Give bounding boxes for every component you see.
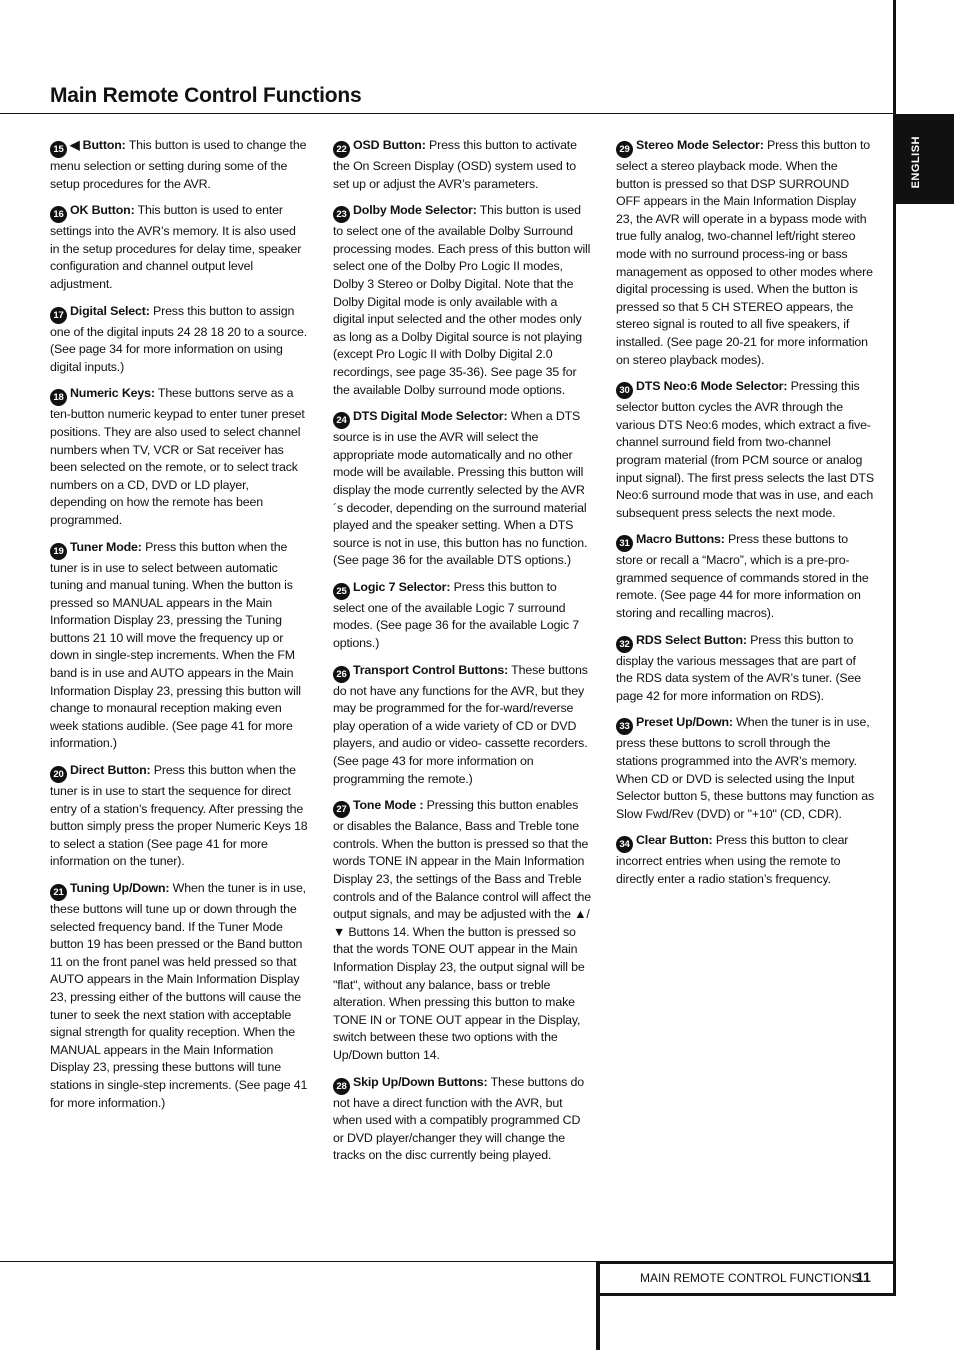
item-number-badge: 32 — [616, 636, 633, 653]
item-text: Press this button to activate the On Screen Display (OSD) system used to set up or adjust the AVR’s parameters. — [333, 138, 577, 191]
item-number-badge: 20 — [50, 766, 67, 783]
item-number-badge: 27 — [333, 801, 350, 818]
item-text: Press this button to assign one of the digital inputs 24 28 18 20 to a source. (See page 34 for more information on using digital inputs.) — [50, 303, 308, 374]
item-number-badge: 31 — [616, 535, 633, 552]
item-number-badge: 18 — [50, 389, 67, 406]
item-label: OK Button: — [70, 203, 135, 218]
item-label: Macro Buttons: — [636, 532, 725, 547]
item-number-badge: 15 — [50, 141, 67, 158]
title-rule — [0, 113, 896, 114]
item-number-badge: 33 — [616, 718, 633, 735]
item-number-badge: 21 — [50, 884, 67, 901]
item-text: Pressing this button enables or disables the Balance, Bass and Treble tone controls. When the button is pressed so that the words TONE IN appear in the Main Information Display 23, the settings of the Bass and Treble controls and of the Balance control will affect the output signals, and may be adjusted with the ▲/▼ Buttons 14. When the button is pressed so that the words TONE OUT appear in the Main Information Display 23, the output signal will be "flat", without any balance, bass or treble alteration. When pressing this button to make TONE IN or TONE OUT appear in the Display, switch between these two options with the Up/Down button 14. — [333, 798, 591, 1062]
item-text: When a DTS source is in use the AVR will select the appropriate mode automatically and no other mode will be available. Pressing this button will display the mode currently selected by the AVR´s decoder, depending on the surround material played and the speaker setting. When a DTS source is not in use, this button has no function. (See page 36 for the available DTS options.) — [333, 409, 588, 568]
item-text: This button is used to change the menu selection or setting during some of the setup procedures for the AVR. — [50, 138, 307, 191]
footer-left-bar — [596, 1296, 600, 1350]
item-22 — [333, 137, 591, 193]
item-label: Tuner Mode: — [70, 539, 142, 554]
item-label: Tuning Up/Down: — [70, 881, 170, 895]
language-tab-label: ENGLISH — [910, 136, 922, 189]
item-19 — [50, 539, 308, 754]
item-32 — [616, 632, 874, 706]
item-label: ◀ Button: — [70, 138, 126, 152]
item-34 — [616, 832, 874, 888]
item-text: These buttons do not have any functions for the AVR, but they may be programmed for the for-ward/reverse play operation of a wide variety of CD or DVD players, and audio or video- cassette recorders. (See page 43 for more information on programming the remote.) — [333, 662, 588, 786]
item-31 — [616, 531, 874, 622]
item-number-badge: 28 — [333, 1078, 350, 1095]
item-number-badge: 30 — [616, 382, 633, 399]
footer-section-label: MAIN REMOTE CONTROL FUNCTIONS — [640, 1271, 860, 1285]
item-number-badge: 23 — [333, 206, 350, 223]
item-16 — [50, 202, 308, 293]
item-text: This button is used to enter settings into the AVR’s memory. It is also used in the setup procedures for delay time, speaker configuration and channel output level adjustment. — [50, 203, 302, 291]
bottom-rule — [0, 1261, 596, 1262]
item-label: Direct Button: — [70, 763, 151, 778]
item-label: Preset Up/Down: — [636, 715, 733, 730]
item-21 — [50, 880, 308, 1112]
item-number-badge: 19 — [50, 543, 67, 560]
column-1 — [50, 137, 308, 1121]
item-label: Dolby Mode Selector: — [353, 203, 477, 218]
item-29 — [616, 137, 874, 369]
item-text: These buttons do not have a direct function with the AVR, but when used with a compatibly programmed CD or DVD player/changer they will change the tracks on the disc currently being played. — [333, 1074, 584, 1163]
column-2 — [333, 137, 591, 1174]
language-tab — [896, 114, 954, 204]
item-24 — [333, 408, 591, 570]
item-label: OSD Button: — [353, 138, 426, 152]
item-number-badge: 29 — [616, 141, 633, 158]
page-number: 11 — [856, 1269, 871, 1285]
item-17 — [50, 303, 308, 377]
item-15 — [50, 137, 308, 193]
item-25 — [333, 579, 591, 653]
item-text: Press this button when the tuner is in use to start the sequence for direct entry of a station’s frequency. After pressing the button simply press the proper Numeric Keys 18 to select a station (See page 41 for more information on the tuner). — [50, 763, 308, 869]
item-number-badge: 16 — [50, 206, 67, 223]
item-number-badge: 22 — [333, 141, 350, 158]
item-23 — [333, 202, 591, 399]
item-text: These buttons serve as a ten-button numeric keypad to enter tuner preset positions. They are also used to select channel numbers when TV, VCR or Sat receiver has been selected on the remote, or to select track numbers on a CD, DVD or LD player, depending on how the remote has been programmed. — [50, 386, 305, 527]
item-27 — [333, 797, 591, 1064]
item-label: Numeric Keys: — [70, 386, 155, 401]
item-28 — [333, 1074, 591, 1165]
item-label: Transport Control Buttons: — [353, 662, 509, 677]
item-20 — [50, 762, 308, 871]
item-text: Press this button to select one of the available Logic 7 surround modes. (See page 36 for the available Logic 7 options.) — [333, 579, 580, 651]
page-title: Main Remote Control Functions — [50, 84, 362, 107]
item-text: When the tuner is in use, press these buttons to scroll through the stations programmed into the AVR’s memory. When CD or DVD is selected using the Input Selector button 5, these buttons may function as Slow Fwd/Rev (DVD) or "+10" (CD, CDR). — [616, 715, 874, 821]
item-26 — [333, 662, 591, 789]
item-label: Stereo Mode Selector: — [636, 138, 764, 152]
item-text: When the tuner is in use, these buttons will tune up or down through the selected frequency band. If the Tuner Mode button 19 has been pressed or the Band button 11 on the front panel was held pressed so that AUTO appears in the Main Information Display 23, pressing either of the buttons will cause the tuner to seek the next station with acceptable signal strength for quality reception. When the MANUAL appears in the Main Information Display 23, pressing these buttons will tune stations in single-step increments. (See page 41 for more information.) — [50, 881, 308, 1110]
item-text: Pressing this selector button cycles the AVR through the various DTS Neo:6 modes, which extract a five-channel surround field from two-channel program material (from PCM source or analog input signal). The first press selects the last DTS Neo:6 surround mode that was in use, and each subsequent press selects the next mode. — [616, 379, 874, 520]
column-3 — [616, 137, 874, 898]
item-number-badge: 17 — [50, 307, 67, 324]
item-text: Press these buttons to store or recall a “Macro”, which is a pre-pro-grammed sequence of commands stored in the remote. (See page 44 for more information on storing and recalling macros). — [616, 532, 869, 621]
item-label: Digital Select: — [70, 303, 150, 318]
item-18 — [50, 385, 308, 529]
item-33 — [616, 714, 874, 823]
item-label: DTS Neo:6 Mode Selector: — [636, 379, 788, 394]
item-label: RDS Select Button: — [636, 632, 747, 647]
item-number-badge: 26 — [333, 666, 350, 683]
item-label: Clear Button: — [636, 833, 713, 848]
item-number-badge: 24 — [333, 412, 350, 429]
item-text: Press this button when the tuner is in use to select between automatic tuning and manual tuning. When the button is pressed so MANUAL appears in the Main Information Display 23, pressing the Tuning buttons 21 10 will move the frequency up or down in single-step increments. When the FM band is in use and AUTO appears in the Main Information Display 23, pressing this button will change to monaural reception making even week stations audible. (See page 41 for more information.) — [50, 539, 301, 751]
item-number-badge: 25 — [333, 583, 350, 600]
item-label: Logic 7 Selector: — [353, 579, 451, 594]
item-label: Tone Mode : — [353, 798, 424, 813]
item-label: Skip Up/Down Buttons: — [353, 1074, 488, 1089]
item-text: Press this button to select a stereo playback mode. When the button is pressed so that DSP SURROUND OFF appears in the Main Information Display 23, the AVR will operate in a bypass mode with true fully analog, two-channel left/right stereo mode with no surround process-ing or bass management as opposed to other modes where digital processing is used. When the button is pressed so that 5 CH STEREO appears, the stereo signal is routed to all five speakers, if installed. (See page 20-21 for more information on stereo playback modes). — [616, 138, 873, 367]
item-label: DTS Digital Mode Selector: — [353, 409, 508, 424]
item-text: This button is used to select one of the available Dolby Surround processing modes. Each press of this button will select one of the Dolby Pro Logic II modes, Dolby 3 Stereo or Dolby Digital. Note that the Dolby Digital mode is only available with a digital input selected and the other modes only as long as a Dolby Digital source is not playing (except Pro Logic II with Dolby Digital 2.0 recordings, see page 35-36). See page 35 for the available Dolby surround mode options. — [333, 203, 591, 397]
item-text: Press this button to clear incorrect entries when using the remote to directly enter a radio station’s frequency. — [616, 833, 849, 886]
item-text: Press this button to display the various messages that are part of the RDS data system of the AVR’s tuner. (See page 42 for more information on RDS). — [616, 632, 862, 703]
item-30 — [616, 378, 874, 522]
item-number-badge: 34 — [616, 836, 633, 853]
